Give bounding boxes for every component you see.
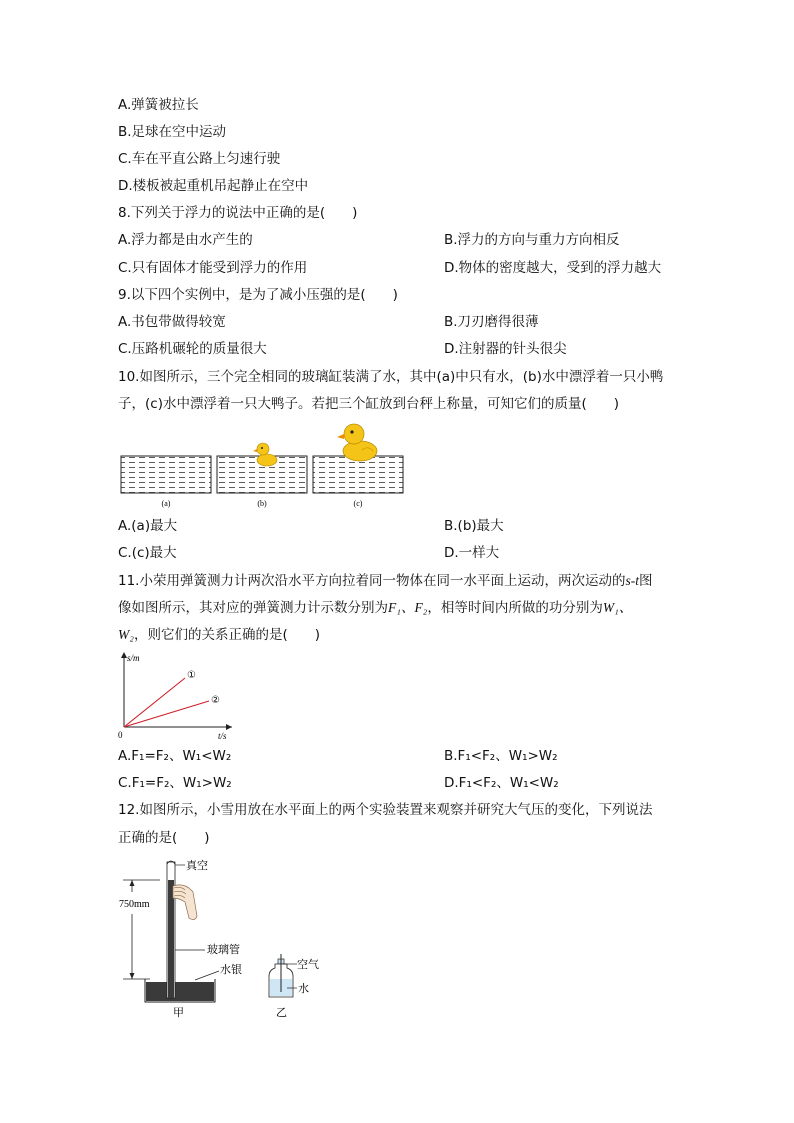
q11-work-symbol: W₁、 [602,600,633,615]
origin-label: 0 [118,730,123,740]
q8-option-c: C.只有固体才能受到浮力的作用 [118,260,308,276]
q8-option-d: D.物体的密度越大，受到的浮力越大 [444,260,662,276]
q9-option-a: A.书包带做得较宽 [118,314,226,330]
q9-option-c: C.压路机碾轮的质量很大 [118,341,267,357]
q10-option-d: D.一样大 [444,545,500,561]
q10-option-b: B.(b)最大 [444,518,504,534]
q8-stem: 8.下列关于浮力的说法中正确的是( ) [118,205,358,221]
q9-stem: 9.以下四个实例中，是为了减小压强的是( ) [118,287,398,303]
mercury-label: 水银 [220,963,242,976]
tank-a-label: (a) [161,499,171,508]
q10-option-c: C.(c)最大 [118,545,177,561]
q11-work-symbol: W₂ [118,627,134,642]
q7-option-d: D.楼板被起重机吊起静止在空中 [118,178,309,194]
q11-option-c: C.F₁=F₂、W₁>W₂ [118,775,232,791]
q10-tanks-figure [118,420,410,512]
q7-option-b: B.足球在空中运动 [118,124,227,140]
q10-stem-line2: 子，(c)水中漂浮着一只大鸭子。若把三个缸放到台秤上称量，可知它们的质量( ) [118,396,619,412]
tank-b-label: (b) [257,499,267,508]
q10-stem-line1: 10.如图所示，三个完全相同的玻璃缸装满了水，其中(a)中只有水，(b)水中漂浮着一只小鸭 [118,369,664,385]
q9-option-d: D.注射器的针头很尖 [444,341,567,357]
q7-option-c: C.车在平直公路上匀速行驶 [118,151,281,167]
q11-st-symbol: s-t [625,573,639,588]
jia-label: 甲 [173,1006,184,1019]
q12-stem-line2: 正确的是( ) [118,830,210,846]
q11-st-graph [112,648,242,740]
y-axis-label: s/m [127,653,140,663]
tank-c [313,456,403,493]
x-axis-label: t/s [218,731,227,740]
q11-stem-line1 [118,571,652,591]
mercury-in-basin [146,982,214,1001]
q8-option-b: B.浮力的方向与重力方向相反 [444,232,620,248]
q12-stem-line1: 12.如图所示，小雪用放在水平面上的两个实验装置来观察并研究大气压的变化，下列说法 [118,802,653,818]
q8-option-a: A.浮力都是由水产生的 [118,232,253,248]
line-1 [124,678,185,727]
yi-label: 乙 [276,1006,287,1019]
q11-stem-text: ，则它们的关系正确的是( ) [133,627,320,643]
q10-option-a: A.(a)最大 [118,518,178,534]
glass-tube-label: 玻璃管 [207,943,240,956]
line-1-label: ① [187,670,196,681]
q7-option-a: A.弹簧被拉长 [118,97,199,113]
q11-option-d: D.F₁<F₂、W₁<W₂ [444,775,559,791]
q11-stem-text: ，相等时间内所做的功分别为 [427,600,603,616]
tank-a [121,456,211,493]
air-label: 空气 [297,958,319,971]
tank-c-label: (c) [353,499,363,508]
q12-apparatus-figure [115,852,330,1022]
line-2 [124,701,209,727]
q11-force-symbols: F₁、F₂ [388,600,428,615]
water-label: 水 [298,982,309,995]
q11-stem-line3 [118,625,320,645]
q11-stem-text: 图 [638,573,653,589]
vacuum-label: 真空 [186,859,208,872]
hand-icon [173,885,197,920]
q11-option-a: A.F₁=F₂、W₁<W₂ [118,748,232,764]
q11-stem-text: 像如图所示，其对应的弹簧测力计示数分别为 [118,600,388,616]
line-2-label: ② [211,695,220,706]
height-dimension [123,880,160,979]
x-axis-arrow-icon [226,724,232,730]
q11-stem-text: 11.小荣用弹簧测力计两次沿水平方向拉着同一物体在同一水平面上运动，两次运动的 [118,573,626,589]
q11-option-b: B.F₁<F₂、W₁>W₂ [444,748,558,764]
big-duck-icon [337,424,377,461]
height-label: 750mm [119,899,150,910]
bottle-yi [269,954,293,997]
q11-stem-line2 [118,598,632,618]
q9-option-b: B.刀刃磨得很薄 [444,314,539,330]
